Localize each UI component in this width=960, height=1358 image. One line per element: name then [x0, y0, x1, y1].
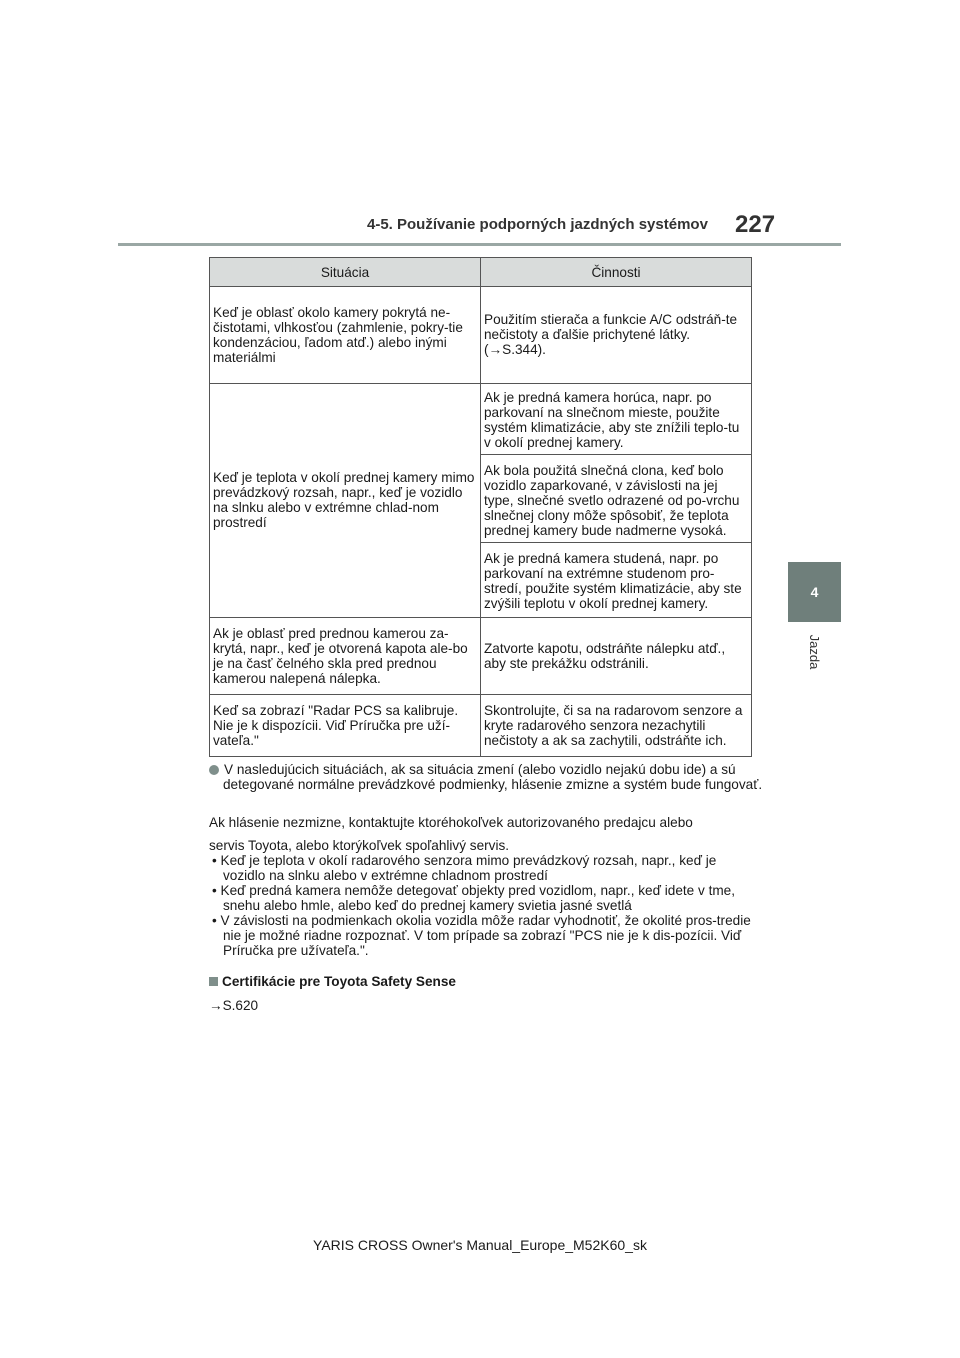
- action-cell: Použitím stierača a funkcie A/C odstráň-te nečistoty a ďalšie prichytené látky. (→S.344).: [481, 287, 752, 384]
- action-item: Ak je predná kamera studená, napr. po parkovaní na extrémne studenom pro-stredí, použite systém klimatizácie, aby ste zvýšili teplotu v okolí prednej kamery.: [481, 542, 751, 615]
- bullet-paragraph: [209, 762, 768, 792]
- contact-paragraph: [209, 815, 754, 853]
- sub-item-list: [209, 853, 754, 958]
- bullet-paragraph-text: V nasledujúcich situáciách, ak sa situácia zmení (alebo vozidlo nejakú dobu ide) a sú detegované normálne prevádzkové podmienky, hlásenie zmizne a systém bude fungovať.: [223, 762, 763, 792]
- column-header-situation: Situácia: [210, 258, 481, 287]
- situation-cell: Keď je teplota v okolí prednej kamery mimo prevádzkový rozsah, napr., keď je vozidlo na slnku alebo v extrémne chlad-nom prostredí: [210, 384, 481, 618]
- table-row: [210, 695, 752, 757]
- table-header-row: [210, 258, 752, 287]
- chapter-label: Jazda: [807, 634, 823, 670]
- section-heading-text: Certifikácie pre Toyota Safety Sense: [222, 974, 456, 989]
- action-item: Ak je predná kamera horúca, napr. po parkovaní na slnečnom mieste, použite systém klimatizácie, aby ste znížili teplo-tu v okolí prednej kamery.: [484, 390, 740, 450]
- action-cell: Skontrolujte, či sa na radarovom senzore a kryte radarového senzora nezachytili nečistoty a ak sa zachytili, odstráňte ich.: [481, 695, 752, 757]
- contact-line-1: Ak hlásenie nezmizne, kontaktujte ktoréhokoľvek autorizovaného predajcu alebo: [209, 815, 693, 830]
- table-row: [210, 287, 752, 384]
- square-bullet-icon: [209, 977, 218, 986]
- chapter-tab: [788, 562, 841, 622]
- section-title: 4-5. Používanie podporných jazdných systémov: [367, 216, 708, 233]
- list-item: • V závislosti na podmienkach okolia vozidla môže radar vyhodnotiť, že okolité pros-tredie nie je možné riadne rozpoznať. V tom prípade sa zobrazí "PCS nie je k dis-pozícii. Viď Príručka pre užívateľa.".: [212, 913, 751, 958]
- table-row: [210, 384, 752, 618]
- bullet-circle-icon: [209, 765, 219, 775]
- situation-cell: Keď je oblasť okolo kamery pokrytá ne-čistotami, vlhkosťou (zahmlenie, pokry-tie kondenzáciou, ľadom atď.) alebo inými materiálmi: [210, 287, 481, 384]
- situation-table: [209, 257, 752, 757]
- chapter-number: 4: [810, 584, 819, 600]
- column-header-actions: Činnosti: [481, 258, 752, 287]
- section-reference-link[interactable]: →S.620: [209, 998, 259, 1013]
- action-item: Ak bola použitá slnečná clona, keď bolo vozidlo zaparkované, v závislosti na jej type, slnečné svetlo odrazené od po-vrchu slnečnej clony môže spôsobiť, že teplota prednej kamery bude nadmerne vysoká.: [481, 454, 751, 542]
- contact-line-2: servis Toyota, alebo ktorýkoľvek spoľahlivý servis.: [209, 838, 510, 853]
- list-item: • Keď je teplota v okolí radarového senzora mimo prevádzkový rozsah, napr., keď je vozidlo na slnku alebo v extrémne chladnom prostredí: [212, 853, 717, 883]
- situation-cell: Ak je oblasť pred prednou kamerou za-krytá, napr., keď je otvorená kapota ale-bo je na časť čelného skla pred prednou kamerou nalepená nálepka.: [210, 618, 481, 695]
- action-cell: Zatvorte kapotu, odstráňte nálepku atď., aby ste prekážku odstránili.: [481, 618, 752, 695]
- table-row: [210, 618, 752, 695]
- section-heading: [209, 974, 754, 989]
- list-item: • Keď predná kamera nemôže detegovať objekty pred vozidlom, napr., keď idete v tme, snehu alebo hmle, alebo keď do prednej kamery svietia jasné svetlá: [212, 883, 736, 913]
- page-number: 227: [735, 211, 776, 238]
- header-rule: [118, 243, 841, 246]
- situation-cell: Keď sa zobrazí "Radar PCS sa kalibruje. Nie je k dispozícii. Viď Príručka pre uží-vateľa.": [210, 695, 481, 757]
- action-cell: [481, 384, 752, 618]
- footer-text: YARIS CROSS Owner's Manual_Europe_M52K60_sk: [313, 1237, 647, 1253]
